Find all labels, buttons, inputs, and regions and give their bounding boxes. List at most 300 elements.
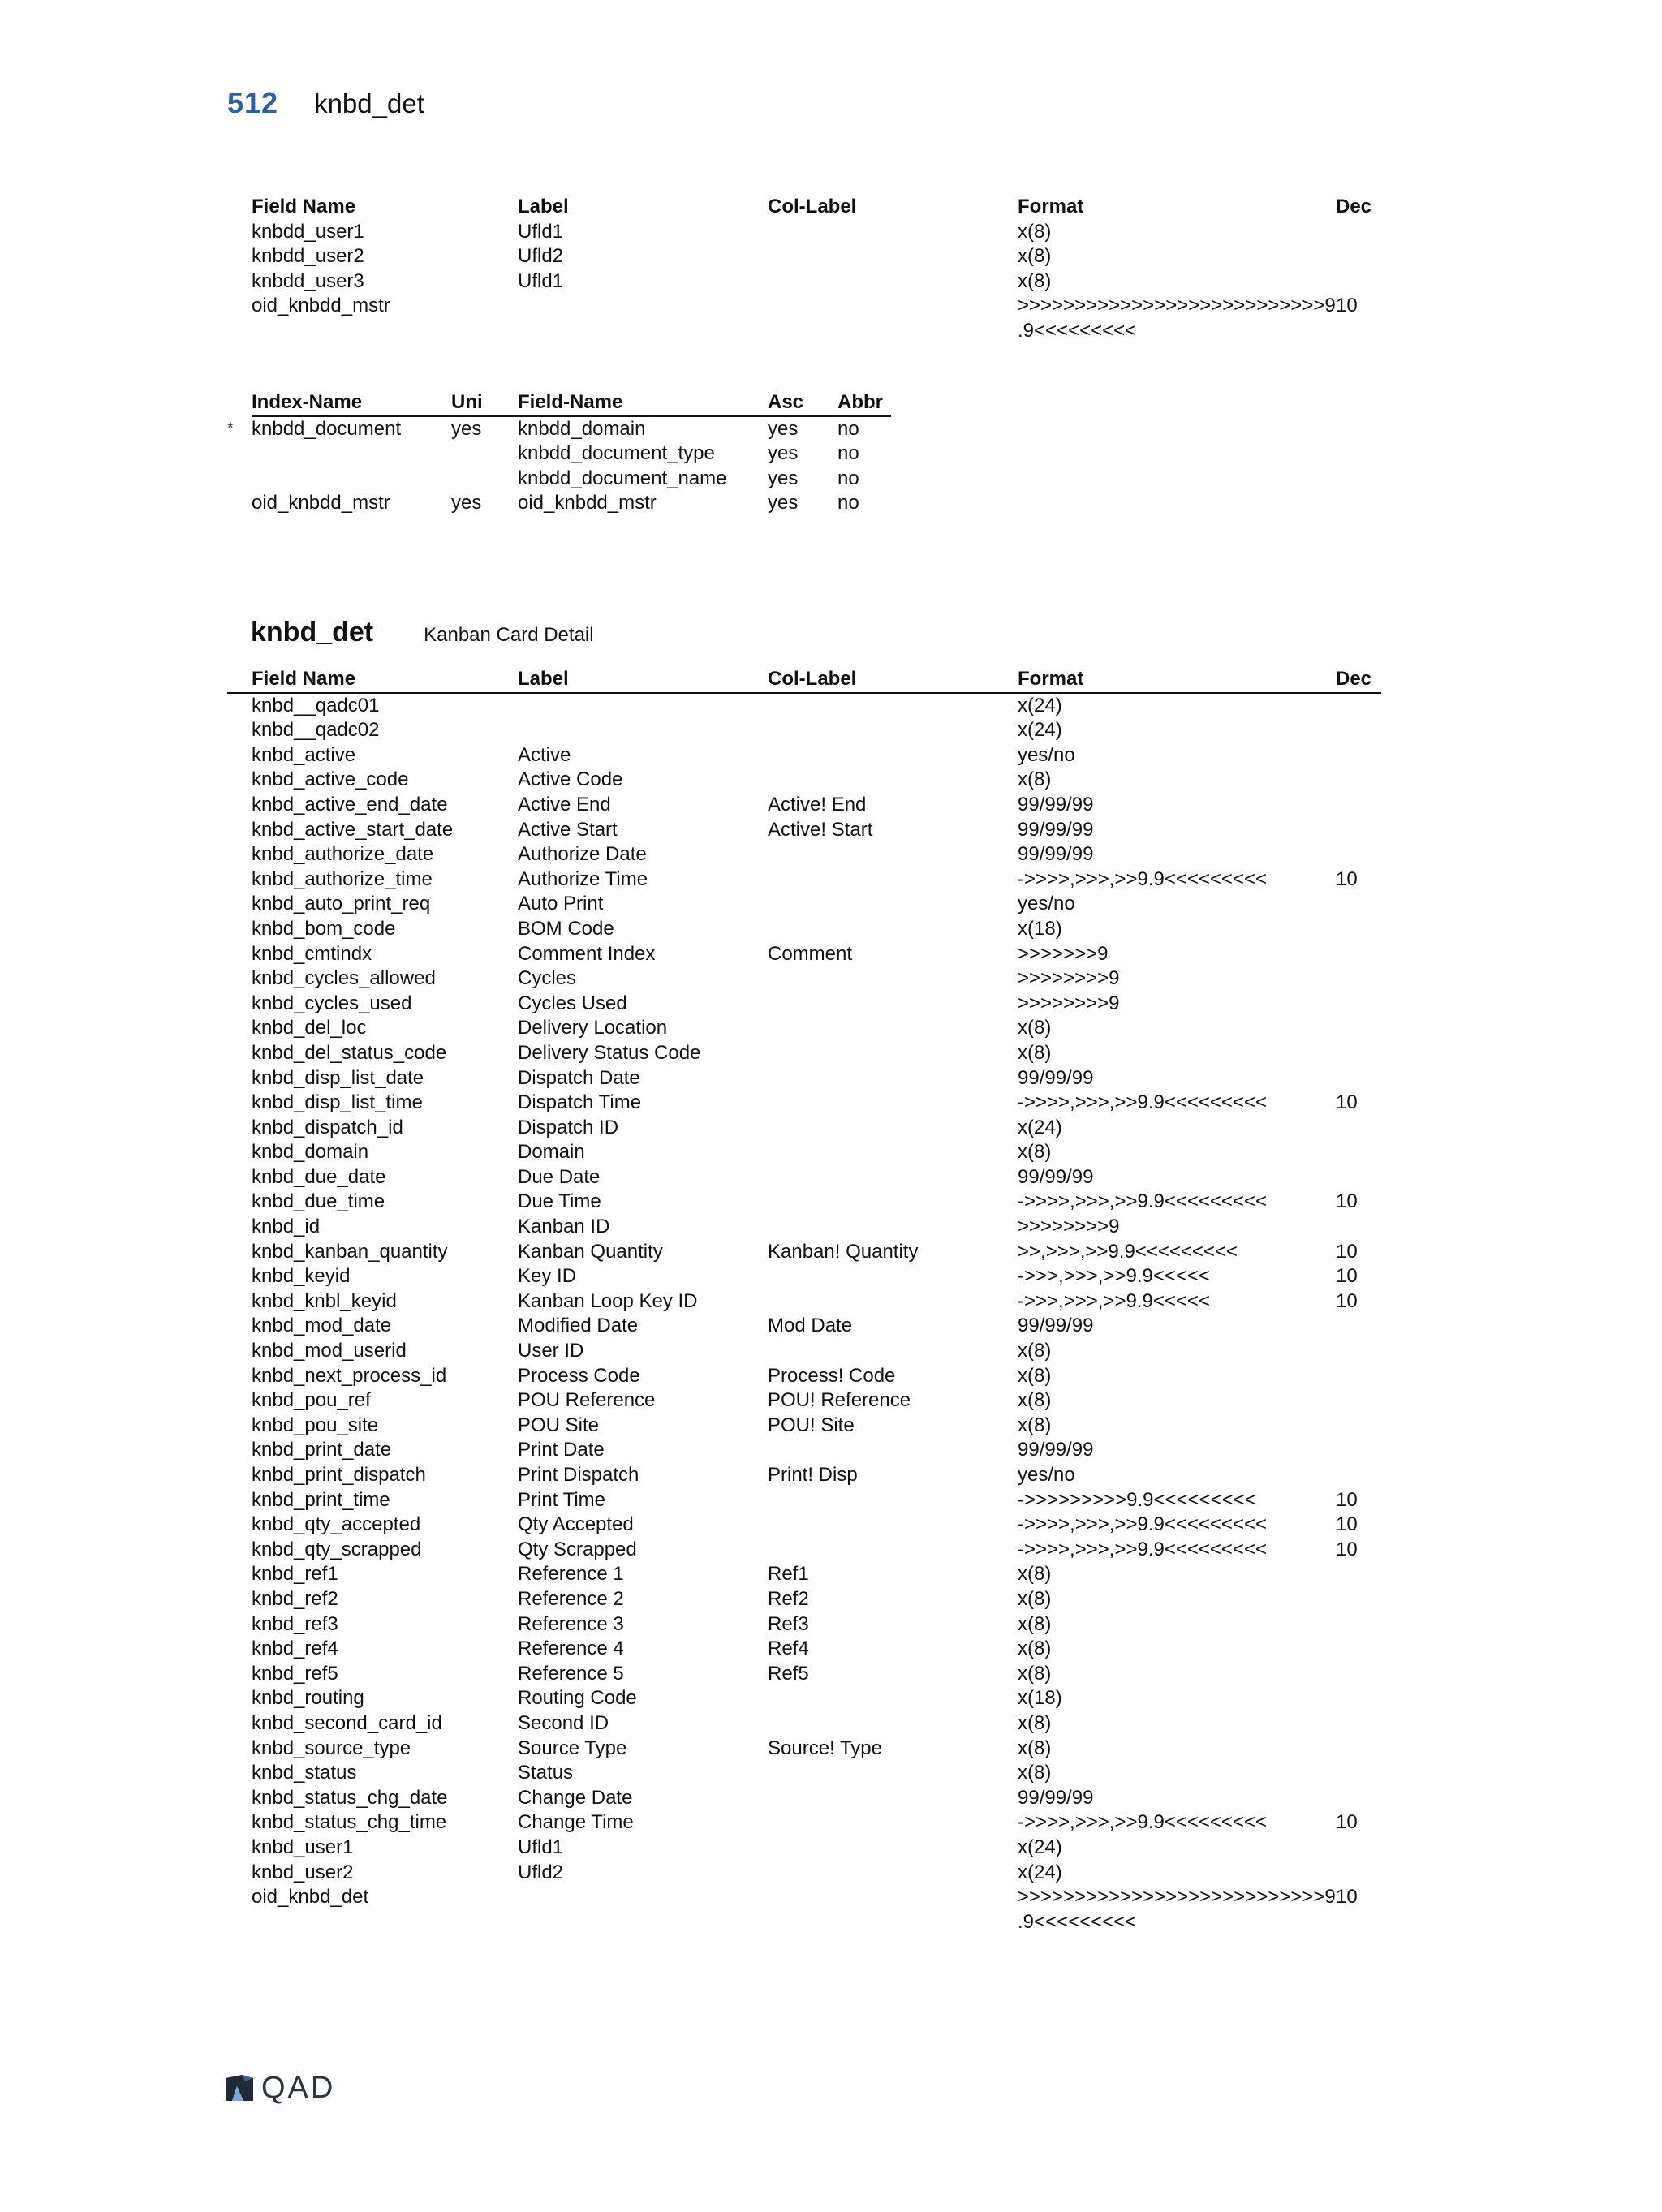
table-cell: knbdd_user2: [252, 245, 364, 268]
table-cell: 10: [1336, 1091, 1358, 1114]
table-cell: [451, 441, 518, 467]
qad-logo-icon: [224, 2075, 255, 2102]
table-cell: [1336, 1041, 1381, 1066]
table-row: [227, 917, 1381, 942]
table-header-row: [227, 390, 891, 416]
row-spacer: [227, 1091, 252, 1116]
table-cell: [768, 743, 1018, 768]
table-cell: Active End: [518, 793, 611, 816]
table-cell: knbd_cmtindx: [252, 942, 372, 965]
column-header: Format: [1018, 196, 1084, 217]
table-cell: Process Code: [518, 1364, 640, 1387]
table-cell: [518, 294, 768, 343]
table-cell: POU! Reference: [768, 1389, 911, 1412]
table-cell: Dispatch Time: [518, 1091, 642, 1114]
table-row: [227, 1637, 1381, 1662]
table-cell: knbd__qadc01: [252, 694, 380, 717]
table-cell: knbd_ref4: [252, 1637, 338, 1660]
column-header: Col-Label: [768, 196, 857, 217]
footer-logo: [224, 2071, 335, 2106]
table-cell: x(8): [1018, 269, 1052, 292]
table-cell: 10: [1336, 1886, 1358, 1909]
table-cell: Print! Disp: [768, 1464, 858, 1486]
table-cell: [1336, 1215, 1381, 1240]
table-cell: [1336, 892, 1381, 917]
table-cell: [768, 966, 1018, 992]
row-spacer: [227, 693, 252, 719]
table-cell: [1336, 1165, 1381, 1190]
table-cell: knbd_cycles_allowed: [252, 967, 436, 990]
table-cell: Dispatch Date: [518, 1066, 640, 1089]
column-header: Uni: [451, 390, 518, 416]
row-spacer: [227, 1240, 252, 1265]
table-name: knbd_det: [251, 617, 374, 648]
table-cell: 10: [1336, 1488, 1358, 1511]
table-row: [227, 1240, 1381, 1265]
row-spacer: [227, 1861, 252, 1886]
table-cell: 10: [1336, 295, 1358, 317]
table-row: [227, 842, 1381, 867]
page-header-title: knbd_det: [314, 88, 424, 118]
table-cell: x(24): [1018, 1116, 1062, 1138]
table-row: [227, 1587, 1381, 1612]
table-row: [227, 1562, 1381, 1587]
table-cell: [768, 1711, 1018, 1736]
row-spacer: [227, 1612, 252, 1637]
table-cell: [768, 294, 1018, 343]
table-cell: [1336, 1116, 1381, 1141]
table-cell: Auto Print: [518, 893, 604, 915]
table-cell: knbdd_user3: [252, 269, 364, 292]
column-header: Asc: [768, 390, 837, 416]
table-cell: [1336, 1314, 1381, 1339]
table-cell: Ufld1: [518, 1835, 564, 1858]
table-cell: knbd_status_chg_time: [252, 1811, 447, 1834]
table-cell: [768, 1885, 1018, 1934]
table-cell: knbd_authorize_date: [252, 843, 434, 866]
row-spacer: [227, 1686, 252, 1711]
table-row: [227, 1662, 1381, 1687]
table-cell: Source Type: [518, 1736, 627, 1759]
table-cell: [768, 244, 1018, 269]
table-cell: [1336, 1016, 1381, 1041]
row-spacer: [227, 867, 252, 893]
table-row: [227, 491, 891, 516]
table-cell: yes/no: [1018, 1464, 1075, 1486]
table-cell: [768, 1810, 1018, 1835]
table-row: [227, 1438, 1381, 1463]
table-cell: Active! Start: [768, 818, 873, 841]
table-cell: ->>>>,>>>,>>9.9<<<<<<<<<: [1018, 1091, 1267, 1114]
table-cell: 10: [1336, 1513, 1358, 1536]
table-cell: knbd_knbl_keyid: [252, 1289, 397, 1312]
table-cell: knbd_due_date: [252, 1165, 386, 1188]
table-cell: x(8): [1018, 220, 1052, 243]
table-cell: knbdd_domain: [518, 417, 646, 440]
index-table: [227, 390, 891, 516]
table-cell: [1336, 220, 1388, 245]
table-row: [227, 1538, 1381, 1563]
column-header: Field-Name: [518, 390, 768, 416]
table-row: [227, 1289, 1381, 1315]
table-cell: x(24): [1018, 1861, 1062, 1883]
table-cell: [768, 1190, 1018, 1215]
column-header: Field Name: [252, 196, 356, 217]
index-body: [227, 416, 891, 516]
table-cell: 99/99/99: [1018, 843, 1094, 866]
row-spacer: [227, 1314, 252, 1339]
table-row: [227, 1091, 1381, 1116]
table-cell: [768, 867, 1018, 893]
table-row: [227, 1513, 1381, 1538]
table-cell: knbdd_document_name: [518, 467, 727, 489]
primary-index-marker: *: [227, 419, 234, 437]
table-cell: no: [837, 442, 859, 465]
table-row: [227, 416, 891, 442]
table-cell: knbd_del_status_code: [252, 1041, 447, 1064]
table-cell: Ufld2: [518, 1861, 564, 1883]
table-cell: 10: [1336, 1240, 1358, 1263]
table-cell: >>>>>>>>>>>>>>>>>>>>>>>>>>>9 .9<<<<<<<<<: [1018, 1886, 1336, 1933]
table-cell: Delivery Status Code: [518, 1041, 701, 1064]
table-cell: knbd_cycles_used: [252, 992, 412, 1014]
table-cell: Routing Code: [518, 1687, 637, 1710]
table-cell: 99/99/99: [1018, 1439, 1094, 1461]
row-spacer: [227, 818, 252, 843]
table-cell: [1336, 1861, 1381, 1886]
table-cell: [768, 917, 1018, 942]
table-cell: [768, 220, 1018, 245]
table-cell: Print Date: [518, 1439, 605, 1461]
table-cell: knbd_routing: [252, 1687, 364, 1710]
row-spacer: [227, 1786, 252, 1811]
table-cell: [1336, 842, 1381, 867]
table-cell: knbd_pou_ref: [252, 1389, 371, 1412]
table-cell: x(24): [1018, 719, 1062, 742]
table-cell: [1336, 917, 1381, 942]
table-cell: x(8): [1018, 1364, 1052, 1387]
table-cell: 99/99/99: [1018, 1315, 1094, 1337]
fields-body: [227, 693, 1381, 1935]
row-spacer: [227, 1066, 252, 1091]
table-cell: [518, 1885, 768, 1934]
table-cell: Active Start: [518, 818, 618, 841]
row-spacer: [227, 1116, 252, 1141]
table-cell: [768, 1066, 1018, 1091]
table-cell: Ufld2: [518, 245, 564, 268]
table-cell: [768, 842, 1018, 867]
table-row: [227, 1810, 1381, 1835]
table-cell: >>>>>>>>9: [1018, 1216, 1120, 1238]
table-cell: yes: [451, 417, 482, 440]
table-cell: yes/no: [1018, 893, 1075, 915]
table-cell: knbd_print_date: [252, 1439, 392, 1461]
table-cell: [1336, 793, 1381, 818]
table-cell: [1336, 966, 1381, 992]
table-cell: [768, 269, 1018, 295]
table-cell: [1336, 743, 1381, 768]
row-spacer: [227, 1388, 252, 1414]
table-cell: Kanban Quantity: [518, 1240, 663, 1263]
primary-index-marker: [227, 491, 252, 516]
row-spacer: [227, 1289, 252, 1315]
table-cell: [1336, 1587, 1381, 1612]
table-cell: [1336, 244, 1388, 269]
row-spacer: [227, 1885, 252, 1934]
table-cell: yes: [768, 442, 799, 465]
table-cell: [1336, 1388, 1381, 1414]
row-spacer: [227, 793, 252, 818]
table-row: [227, 1165, 1381, 1190]
table-cell: knbd_active_code: [252, 768, 409, 791]
table-cell: yes: [768, 492, 799, 514]
table-row: [227, 1761, 1381, 1786]
table-cell: 10: [1336, 867, 1358, 890]
table-cell: Authorize Time: [518, 867, 648, 890]
table-row: [227, 441, 891, 467]
table-cell: [1336, 1711, 1381, 1736]
table-cell: Active! End: [768, 793, 867, 816]
table-row: [227, 1140, 1381, 1165]
table-cell: 99/99/99: [1018, 1066, 1094, 1089]
row-spacer: [227, 1835, 252, 1861]
table-cell: [252, 467, 451, 492]
table-cell: [1336, 1761, 1381, 1786]
table-row: [227, 1835, 1381, 1861]
table-cell: ->>>,>>>,>>9.9<<<<<: [1018, 1265, 1210, 1288]
table-cell: [768, 1041, 1018, 1066]
table-cell: [518, 718, 768, 743]
table-row: [227, 1488, 1381, 1513]
column-header: Col-Label: [768, 667, 1018, 693]
table-cell: Ref2: [768, 1587, 809, 1610]
table-cell: Reference 3: [518, 1612, 624, 1635]
table-cell: Ufld1: [518, 269, 564, 292]
table-cell: POU! Site: [768, 1414, 855, 1436]
table-cell: [768, 1091, 1018, 1116]
table-row: [227, 1463, 1381, 1488]
table-row: [227, 1686, 1381, 1711]
table-cell: knbd_domain: [252, 1141, 369, 1164]
table-cell: [1336, 992, 1381, 1017]
table-cell: x(8): [1018, 1389, 1052, 1412]
table-cell: Kanban ID: [518, 1216, 610, 1238]
table-row: [227, 1190, 1381, 1215]
column-header: Index-Name: [252, 390, 451, 416]
table-row: [227, 867, 1381, 893]
table-cell: knbd_ref3: [252, 1612, 338, 1635]
table-cell: x(8): [1018, 1017, 1052, 1039]
table-cell: [1336, 1612, 1381, 1637]
table-row: [227, 1364, 1381, 1389]
table-cell: x(8): [1018, 1612, 1052, 1635]
row-spacer: [227, 743, 252, 768]
table-cell: [1336, 1339, 1381, 1364]
table-row: [227, 992, 1381, 1017]
table-cell: Active: [518, 743, 571, 766]
table-row: [227, 1414, 1381, 1439]
table-row: [227, 1861, 1381, 1886]
table-cell: x(8): [1018, 1662, 1052, 1685]
table-row: [252, 244, 1388, 269]
row-spacer: [227, 1215, 252, 1240]
table-cell: >>>>>>>>>>>>>>>>>>>>>>>>>>>9 .9<<<<<<<<<: [1018, 295, 1336, 342]
table-row: [227, 768, 1381, 793]
table-cell: [768, 1861, 1018, 1886]
table-cell: BOM Code: [518, 917, 614, 940]
table-cell: 10: [1336, 1289, 1358, 1312]
row-spacer: [227, 966, 252, 992]
table-cell: knbd_authorize_time: [252, 867, 433, 890]
table-cell: [768, 1264, 1018, 1289]
table-cell: Print Time: [518, 1488, 606, 1511]
table-cell: knbd_qty_accepted: [252, 1513, 421, 1536]
row-spacer: [227, 842, 252, 867]
row-spacer: [227, 1438, 252, 1463]
table-cell: oid_knbdd_mstr: [252, 295, 390, 317]
row-spacer: [227, 1041, 252, 1066]
primary-index-marker: [227, 467, 252, 492]
table-cell: POU Site: [518, 1414, 600, 1436]
table-cell: [252, 441, 451, 467]
row-spacer: [227, 1463, 252, 1488]
page-number: 512: [227, 86, 279, 119]
table-row: [252, 294, 1388, 343]
fields-continuation-body: [252, 220, 1388, 344]
table-cell: knbd_pou_site: [252, 1414, 379, 1436]
table-cell: x(24): [1018, 1835, 1062, 1858]
table-cell: Dispatch ID: [518, 1116, 619, 1138]
table-cell: ->>>>,>>>,>>9.9<<<<<<<<<: [1018, 1811, 1267, 1834]
qad-logo-text: QAD: [261, 2071, 336, 2105]
table-cell: [768, 1289, 1018, 1315]
table-cell: [1336, 1438, 1381, 1463]
table-cell: knbd_mod_userid: [252, 1340, 407, 1362]
table-cell: [518, 693, 768, 719]
table-cell: yes/no: [1018, 743, 1075, 766]
table-cell: knbd_kanban_quantity: [252, 1240, 448, 1263]
table-cell: 99/99/99: [1018, 1786, 1094, 1809]
table-row: [227, 693, 1381, 719]
column-header: Abbr: [837, 390, 891, 416]
table-cell: Due Date: [518, 1165, 601, 1188]
table-cell: knbd_print_dispatch: [252, 1464, 426, 1486]
table-row: [227, 1264, 1381, 1289]
table-cell: Comment Index: [518, 942, 656, 965]
table-cell: knbd_ref2: [252, 1587, 338, 1610]
table-cell: Reference 4: [518, 1637, 624, 1660]
table-cell: [1336, 1686, 1381, 1711]
table-row: [227, 1215, 1381, 1240]
row-spacer: [227, 992, 252, 1017]
table-cell: Ref5: [768, 1662, 809, 1685]
table-cell: knbdd_document: [252, 417, 402, 440]
table-cell: oid_knbdd_mstr: [252, 492, 390, 514]
row-spacer: [227, 1562, 252, 1587]
table-cell: [1336, 269, 1388, 295]
table-cell: >>>>>>>>9: [1018, 992, 1120, 1014]
table-cell: oid_knbdd_mstr: [518, 492, 657, 514]
table-cell: knbd_qty_scrapped: [252, 1538, 422, 1560]
table-row: [227, 467, 891, 492]
table-cell: Ufld1: [518, 220, 564, 243]
table-cell: knbd_del_loc: [252, 1017, 367, 1039]
table-cell: knbd__qadc02: [252, 719, 380, 742]
table-cell: [1336, 1662, 1381, 1687]
table-cell: Domain: [518, 1141, 585, 1164]
table-cell: x(8): [1018, 768, 1052, 791]
page-header: [227, 86, 424, 131]
table-cell: Reference 1: [518, 1563, 624, 1586]
row-spacer: [227, 1761, 252, 1786]
table-cell: x(8): [1018, 1340, 1052, 1362]
table-cell: Authorize Date: [518, 843, 647, 866]
table-cell: Kanban Loop Key ID: [518, 1289, 698, 1312]
row-spacer: [227, 1538, 252, 1563]
table-cell: x(8): [1018, 1414, 1052, 1436]
table-cell: Comment: [768, 942, 853, 965]
table-cell: >>,>>>,>>9.9<<<<<<<<<: [1018, 1240, 1238, 1263]
header-spacer: [227, 667, 252, 693]
table-cell: Cycles: [518, 967, 577, 990]
table-row: [227, 818, 1381, 843]
table-cell: knbd_next_process_id: [252, 1364, 447, 1387]
table-cell: 10: [1336, 1811, 1358, 1834]
table-cell: [1336, 1562, 1381, 1587]
table-cell: [768, 1513, 1018, 1538]
table-cell: [768, 1140, 1018, 1165]
table-section-title: [251, 617, 594, 648]
row-spacer: [227, 1488, 252, 1513]
table-cell: [768, 718, 1018, 743]
table-row: [227, 1339, 1381, 1364]
table-cell: Ref4: [768, 1637, 809, 1660]
row-spacer: [227, 1364, 252, 1389]
table-header-row: [227, 667, 1381, 693]
table-row: [252, 220, 1388, 245]
table-cell: knbd_ref5: [252, 1662, 338, 1685]
table-cell: Second ID: [518, 1711, 609, 1734]
table-row: [227, 1116, 1381, 1141]
table-cell: 10: [1336, 1265, 1358, 1288]
table-row: [227, 718, 1381, 743]
table-cell: [1336, 1066, 1381, 1091]
table-cell: Qty Accepted: [518, 1513, 634, 1536]
table-cell: [768, 1165, 1018, 1190]
column-header: Dec: [1336, 667, 1381, 693]
primary-index-marker: [227, 441, 252, 467]
table-row: [227, 1016, 1381, 1041]
table-row: [227, 793, 1381, 818]
table-cell: Status: [518, 1762, 574, 1784]
table-cell: [1336, 1364, 1381, 1389]
table-cell: Change Time: [518, 1811, 634, 1834]
table-cell: [768, 1339, 1018, 1364]
table-cell: knbdd_user1: [252, 220, 364, 243]
table-cell: knbd_print_time: [252, 1488, 390, 1511]
table-row: [227, 1612, 1381, 1637]
table-cell: [768, 768, 1018, 793]
table-cell: Delivery Location: [518, 1017, 668, 1039]
column-header: Label: [518, 667, 768, 693]
table-cell: Reference 2: [518, 1587, 624, 1610]
fields-table: [227, 667, 1381, 1934]
row-spacer: [227, 1414, 252, 1439]
table-cell: [768, 992, 1018, 1017]
table-cell: knbd_second_card_id: [252, 1711, 442, 1734]
table-cell: Ref3: [768, 1612, 809, 1635]
table-cell: knbd_disp_list_time: [252, 1091, 423, 1114]
